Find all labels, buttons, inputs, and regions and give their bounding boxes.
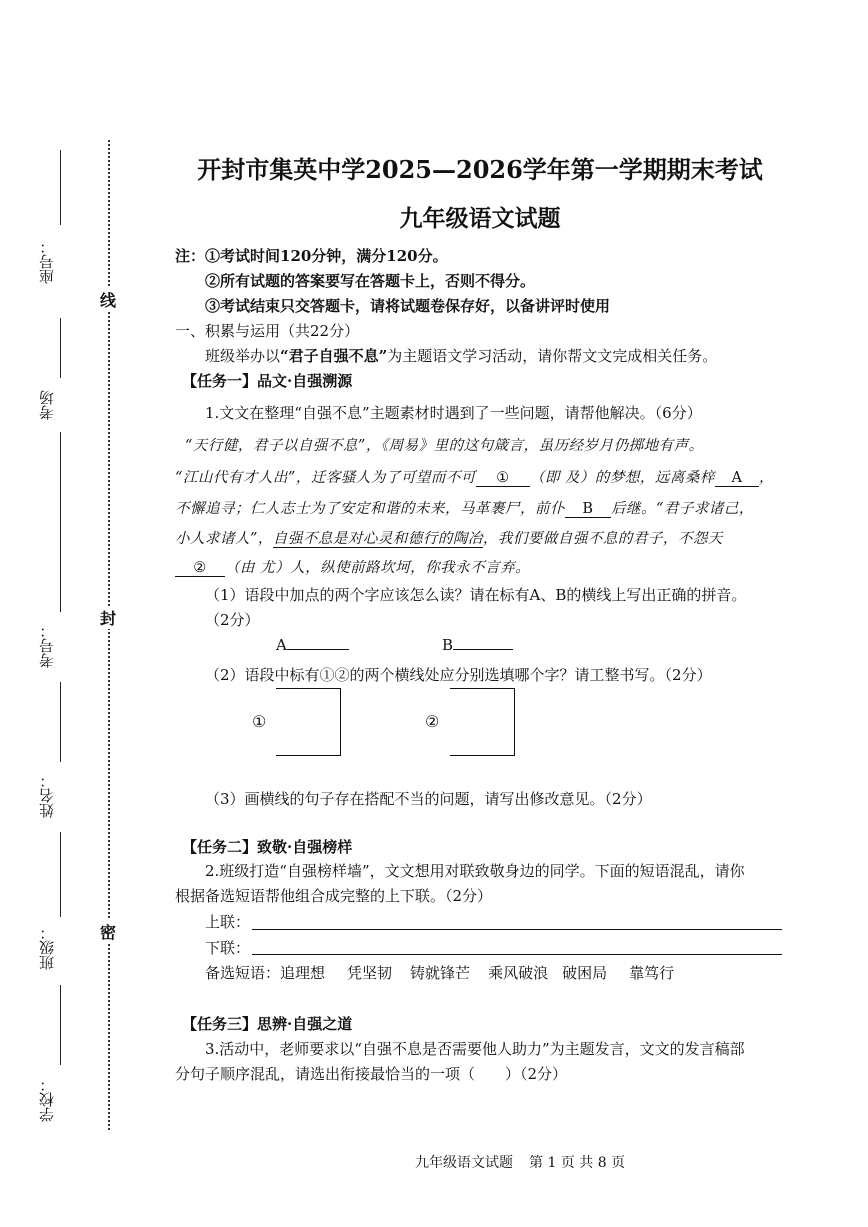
box-1-label: ① xyxy=(252,712,267,731)
answer-box-2[interactable] xyxy=(450,688,515,756)
note-2: ②所有试题的答案要写在答题卡上，否则不得分。 xyxy=(205,272,536,290)
underlined-sentence: 自强不息是对心灵和德行的陶冶 xyxy=(272,531,483,547)
passage-l2a: “江山代有才人出”，迁客骚人为了可望而不可 xyxy=(175,470,476,486)
question-2-line-1: 2.班级打造“自强榜样墙”，文文想用对联致敬身边的同学。下面的短语混乱，请你 xyxy=(205,862,745,880)
note-1: 注：①考试时间120分钟，满分120分。 xyxy=(175,247,448,265)
option-phrase: 乘风破浪 xyxy=(488,964,549,982)
upper-couplet-line[interactable] xyxy=(252,929,782,930)
passage-line-5 xyxy=(175,556,530,577)
subquestion-2: （2）语段中标有①②的两个横线处应分别选填哪个字？请工整书写。（2分） xyxy=(205,666,712,684)
seal-word-seal: 封 xyxy=(95,606,121,629)
passage-line-2 xyxy=(175,466,774,487)
answer-b xyxy=(442,636,513,654)
upper-couplet-label: 上联： xyxy=(205,913,251,931)
subquestion-3: （3）画横线的句子存在搭配不当的问题，请写出修改意见。（2分） xyxy=(205,790,652,808)
exam-number-label: 考号： xyxy=(38,623,56,668)
task2-title: 【任务二】致敬·自强榜样 xyxy=(182,838,353,856)
option-phrase: 铸就锋芒 xyxy=(410,964,471,982)
task1-title: 【任务一】品文·自强溯源 xyxy=(182,372,353,390)
passage-l2c: ， xyxy=(758,470,774,486)
passage-l3a: 不懈追寻；仁人志士为了安定和谐的未来，马革裹尸，前仆 xyxy=(175,501,565,517)
blank-A: A xyxy=(715,470,759,487)
option-phrase: 破困局 xyxy=(562,964,608,982)
options-label: 备选短语： xyxy=(205,964,281,982)
passage-l3b: 后继。“君子求诸己， xyxy=(611,501,754,517)
answer-a xyxy=(276,636,349,654)
passage-l5: （由 尤）人，纵使前路坎坷，你我永不言弃。 xyxy=(225,560,531,576)
phrase-options xyxy=(205,962,674,983)
task3-title: 【任务三】思辨·自强之道 xyxy=(182,1015,353,1033)
footer-subject: 九年级语文试题 xyxy=(415,1155,513,1171)
exam-subtitle: 九年级语文试题 xyxy=(399,205,561,232)
passage-line-4 xyxy=(175,527,723,548)
lower-couplet-line[interactable] xyxy=(252,954,782,955)
exam-title: 开封市集英中学2025—2026学年第一学期期末考试 xyxy=(197,155,763,184)
footer-page-number: 第 1 页 共 8 页 xyxy=(529,1155,626,1171)
answer-box-1[interactable] xyxy=(276,688,341,756)
name-label: 姓名： xyxy=(38,773,56,818)
margin-rule-class xyxy=(60,832,61,917)
seat-label: 座号： xyxy=(38,239,56,285)
class-label: 班级： xyxy=(38,925,56,970)
box-2-label: ② xyxy=(425,712,440,731)
margin-rule-room xyxy=(60,318,61,378)
section-heading: 一、积累与运用（共22分） xyxy=(175,322,360,340)
activity-intro xyxy=(205,345,717,366)
option-phrase: 追理想 xyxy=(280,964,326,982)
question-1: 1.文文在整理“自强不息”主题素材时遇到了一些问题，请帮他解决。（6分） xyxy=(205,404,702,422)
margin-rule-examno xyxy=(60,432,61,612)
note-3: ③考试结束只交答题卡，请将试题卷保存好，以备讲评时使用 xyxy=(205,297,611,315)
subquestion-1: （1）语段中加点的两个字应该怎么读？请在标有A、B的横线上写出正确的拼音。 xyxy=(205,586,747,604)
subquestion-1-score: （2分） xyxy=(205,611,260,629)
page-footer xyxy=(415,1152,625,1172)
passage-line-1: “天行健，君子以自强不息”，《周易》里的这句箴言，虽历经岁月仍掷地有声。 xyxy=(185,438,704,454)
margin-rule-name xyxy=(60,682,61,762)
question-3-line-1: 3.活动中，老师要求以“自强不息是否需要他人助力”为主题发言，文文的发言稿部 xyxy=(205,1040,745,1058)
margin-rule-school xyxy=(60,985,61,1065)
answer-b-label: B xyxy=(442,636,454,654)
intro-post: 为主题语文学习活动，请你帮文文完成相关任务。 xyxy=(387,347,718,365)
option-phrase: 靠笃行 xyxy=(629,964,675,982)
seal-word-secret: 密 xyxy=(95,920,121,943)
blank-1: ① xyxy=(476,470,530,487)
seal-word-line: 线 xyxy=(95,288,121,311)
blank-B: B xyxy=(565,501,611,518)
option-phrase: 凭坚韧 xyxy=(347,964,393,982)
question-3-line-2: 分句子顺序混乱，请选出衔接最恰当的一项（ ）（2分） xyxy=(175,1065,568,1083)
answer-a-label: A xyxy=(276,636,287,654)
lower-couplet-label: 下联： xyxy=(205,939,251,957)
intro-pre: 班级举办以 xyxy=(205,347,281,365)
passage-l4a: 小人求诸人”， xyxy=(175,531,273,547)
question-2-line-2: 根据备选短语帮他组合成完整的上下联。（2分） xyxy=(175,887,493,905)
passage-l2b: （即 及）的梦想，远离桑梓 xyxy=(529,470,715,486)
school-label: 学校： xyxy=(38,1077,56,1122)
blank-2: ② xyxy=(175,560,225,577)
passage-l4b: ，我们要做自强不息的君子，不怨天 xyxy=(482,531,723,547)
intro-theme: “君子自强不息” xyxy=(280,347,388,365)
exam-room-label: 考场 xyxy=(38,390,56,420)
margin-rule-seat xyxy=(60,150,61,225)
passage-line-3 xyxy=(175,497,754,518)
